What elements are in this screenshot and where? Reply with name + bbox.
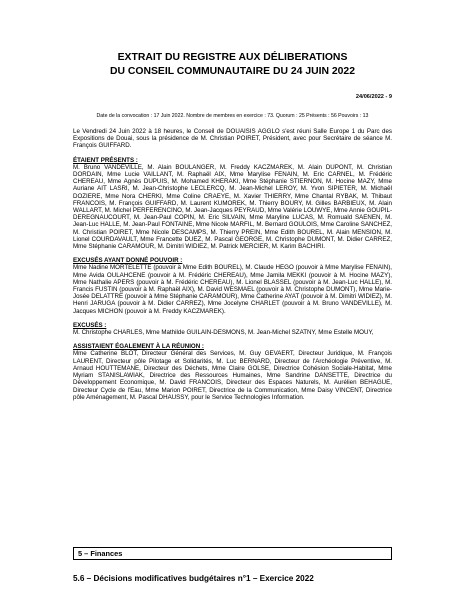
finances-section-box: 5 – Finances [73,547,392,560]
present-list: M. Bruno VANDEVILLE, M. Alain BOULANGER, M. Freddy KACZMAREK, M. Alain DUPONT, M. Christian DORDAIN, Mme Lucie VAILLANT, M. Raphaël AIX, Mme Marylise FENAIN, M. Eric CARNEL, M. Frédéric CHEREAU, Mme Agnès DUPUIS, M. Mohamed KHERAKI, Mme Stéphanie STIERNON, M. Hocine MAZY, Mme Auriane AIT LASRI, M. Jean-Christophe LECLERCQ, M. Jean-Michel LEROY, M. Yvon SIPIETER, M. Michaël DOZIERE, Mme Nora CHERKI, Mme Coline CRAEYE, M. Xavier THIERRY, Mme Chantal RYBAK, M. Thibaut FRANCOIS, M. François GUIFFARD, M. Laurent KUMOREK, M. Thierry BOURY, M. Gilles BARBIEUX, M. Alain WALLART, M. Michel PERFERENCINO, M. Jean-Jacques PEYRAUD, Mme Valérie LOUWYE, Mme Annie GOUPIL-DEREGNAUCOURT, M. Jean-Paul COPIN, M. Eric SILVAIN, Mme Maryline LUCAS, M. Romuald SAENEN, M. Jean-Luc HALLE, M. Jean-Paul FONTAINE, Mme Nicole MARFIL, M. Bernard GOULOIS, Mme Caroline SANCHEZ, M. Christian POIRET, Mme Nicole DESCAMPS, M. Thierry PREIN, Mme Edith BOUREL, M. Alain MENSION, M. Lionel COURDAVAULT, Mme Francette DUEZ, M. Pascal GEORGE, M. Christophe DUMONT, M. Didier CARREZ, Mme Stéphanie CARAMOUR, M. Dimitri WIDIEZ, M. Patrick MERCIER, M. Karim BACHIRI. [73,163,392,251]
deliberation-reference: 24/06/2022 - 9 [355,94,392,100]
document-title-line1: EXTRAIT DU REGISTRE AUX DÉLIBERATIONS [117,52,348,63]
pouvoir-heading: EXCUSÉS AYANT DONNÉ POUVOIR : [73,257,183,265]
pouvoir-list: Mme Nadine MORTELETTE (pouvoir à Mme Edith BOUREL), M. Claude HEGO (pouvoir à Mme Marylise FENAIN), Mme Avida OULAHCENE (pouvoir à M. Frédéric CHEREAU), Mme Jamila MEKKI (pouvoir à M. Hocine MAZY), Mme Nathalie APERS (pouvoir à M. Frédéric CHEREAU), M. Lionel BLASSEL (pouvoir à M. Jean-Luc HALLE), M. Francis FUSTIN (pouvoir à M. Raphaël AIX), M. David WESMAEL (pouvoir à M. Christophe DUMONT), Mme Marie-Josée DELATTRE (pouvoir à Mme Stéphanie CARAMOUR), Mme Catherine AYAT (pouvoir à M. Dimitri WIDIEZ), M. Henri JARUGA (pouvoir à M. Didier CARREZ), Mme Jocelyne CHARLET (pouvoir à M. Bruno VANDEVILLE), M. Jacques MICHON (pouvoir à M. Freddy KACZMAREK). [73,264,392,315]
intro-paragraph: Le Vendredi 24 Juin 2022 à 18 heures, le Conseil de DOUAISIS AGGLO s'est réuni Salle Europe 1 du Parc des Expositions de Douai, sous la présidence de M. Christian POIRET, Président, avec pour Secrétaire de séance M. François GUIFFARD. [73,128,392,150]
present-heading: ÉTAIENT PRÉSENTS : [73,156,138,164]
subsection-title: 5.6 – Décisions modificatives budgétaires n°1 – Exercice 2022 [73,574,314,583]
convocation-meta: Date de la convocation : 17 Juin 2022. Nombre de membres en exercice : 73. Quorum : 25 Présents : 56 Pouvoirs : 13 [96,113,369,119]
assistaient-list: Mme Catherine BLOT, Directeur Général des Services, M. Guy GEVAERT, Directeur Juridique, M. François LAURENT, Directeur pôle Pilotage et Solidarités, M. Luc BERNARD, Directeur de l'Archéologie Préventive, M. Arnaud HOUTTEMANE, Directeur des Déchets, Mme Claire GOLSE, Directrice Cohésion Sociale-Habitat, Mme Myriam STANISLAWIAK, Directrice des Ressources Humaines, Mme Sandrine DANSETTE, Directrice du Développement Economique, M. David FRANCOIS, Directeur des Espaces Naturels, M. Aurélien BEHAGUE, Directeur Cycle de l'Eau, Mme Marion POIRET, Directrice de la Communication, Mme Daisy VINCENT, Directrice pôle Aménagement, M. Pascal DHAUSSY, pour le Service Technologies Information. [73,350,392,401]
document-title-line2: DU CONSEIL COMMUNAUTAIRE DU 24 JUIN 2022 [110,66,355,77]
assistaient-heading: ASSISTAIENT ÉGALEMENT À LA RÉUNION : [73,343,204,351]
excuses-heading: EXCUSÉS : [73,321,107,329]
excuses-list: M. Christophe CHARLES, Mme Mathilde GUILAIN-DESMONS, M. Jean-Michel SZATNY, Mme Estelle MOUY, [73,329,374,337]
